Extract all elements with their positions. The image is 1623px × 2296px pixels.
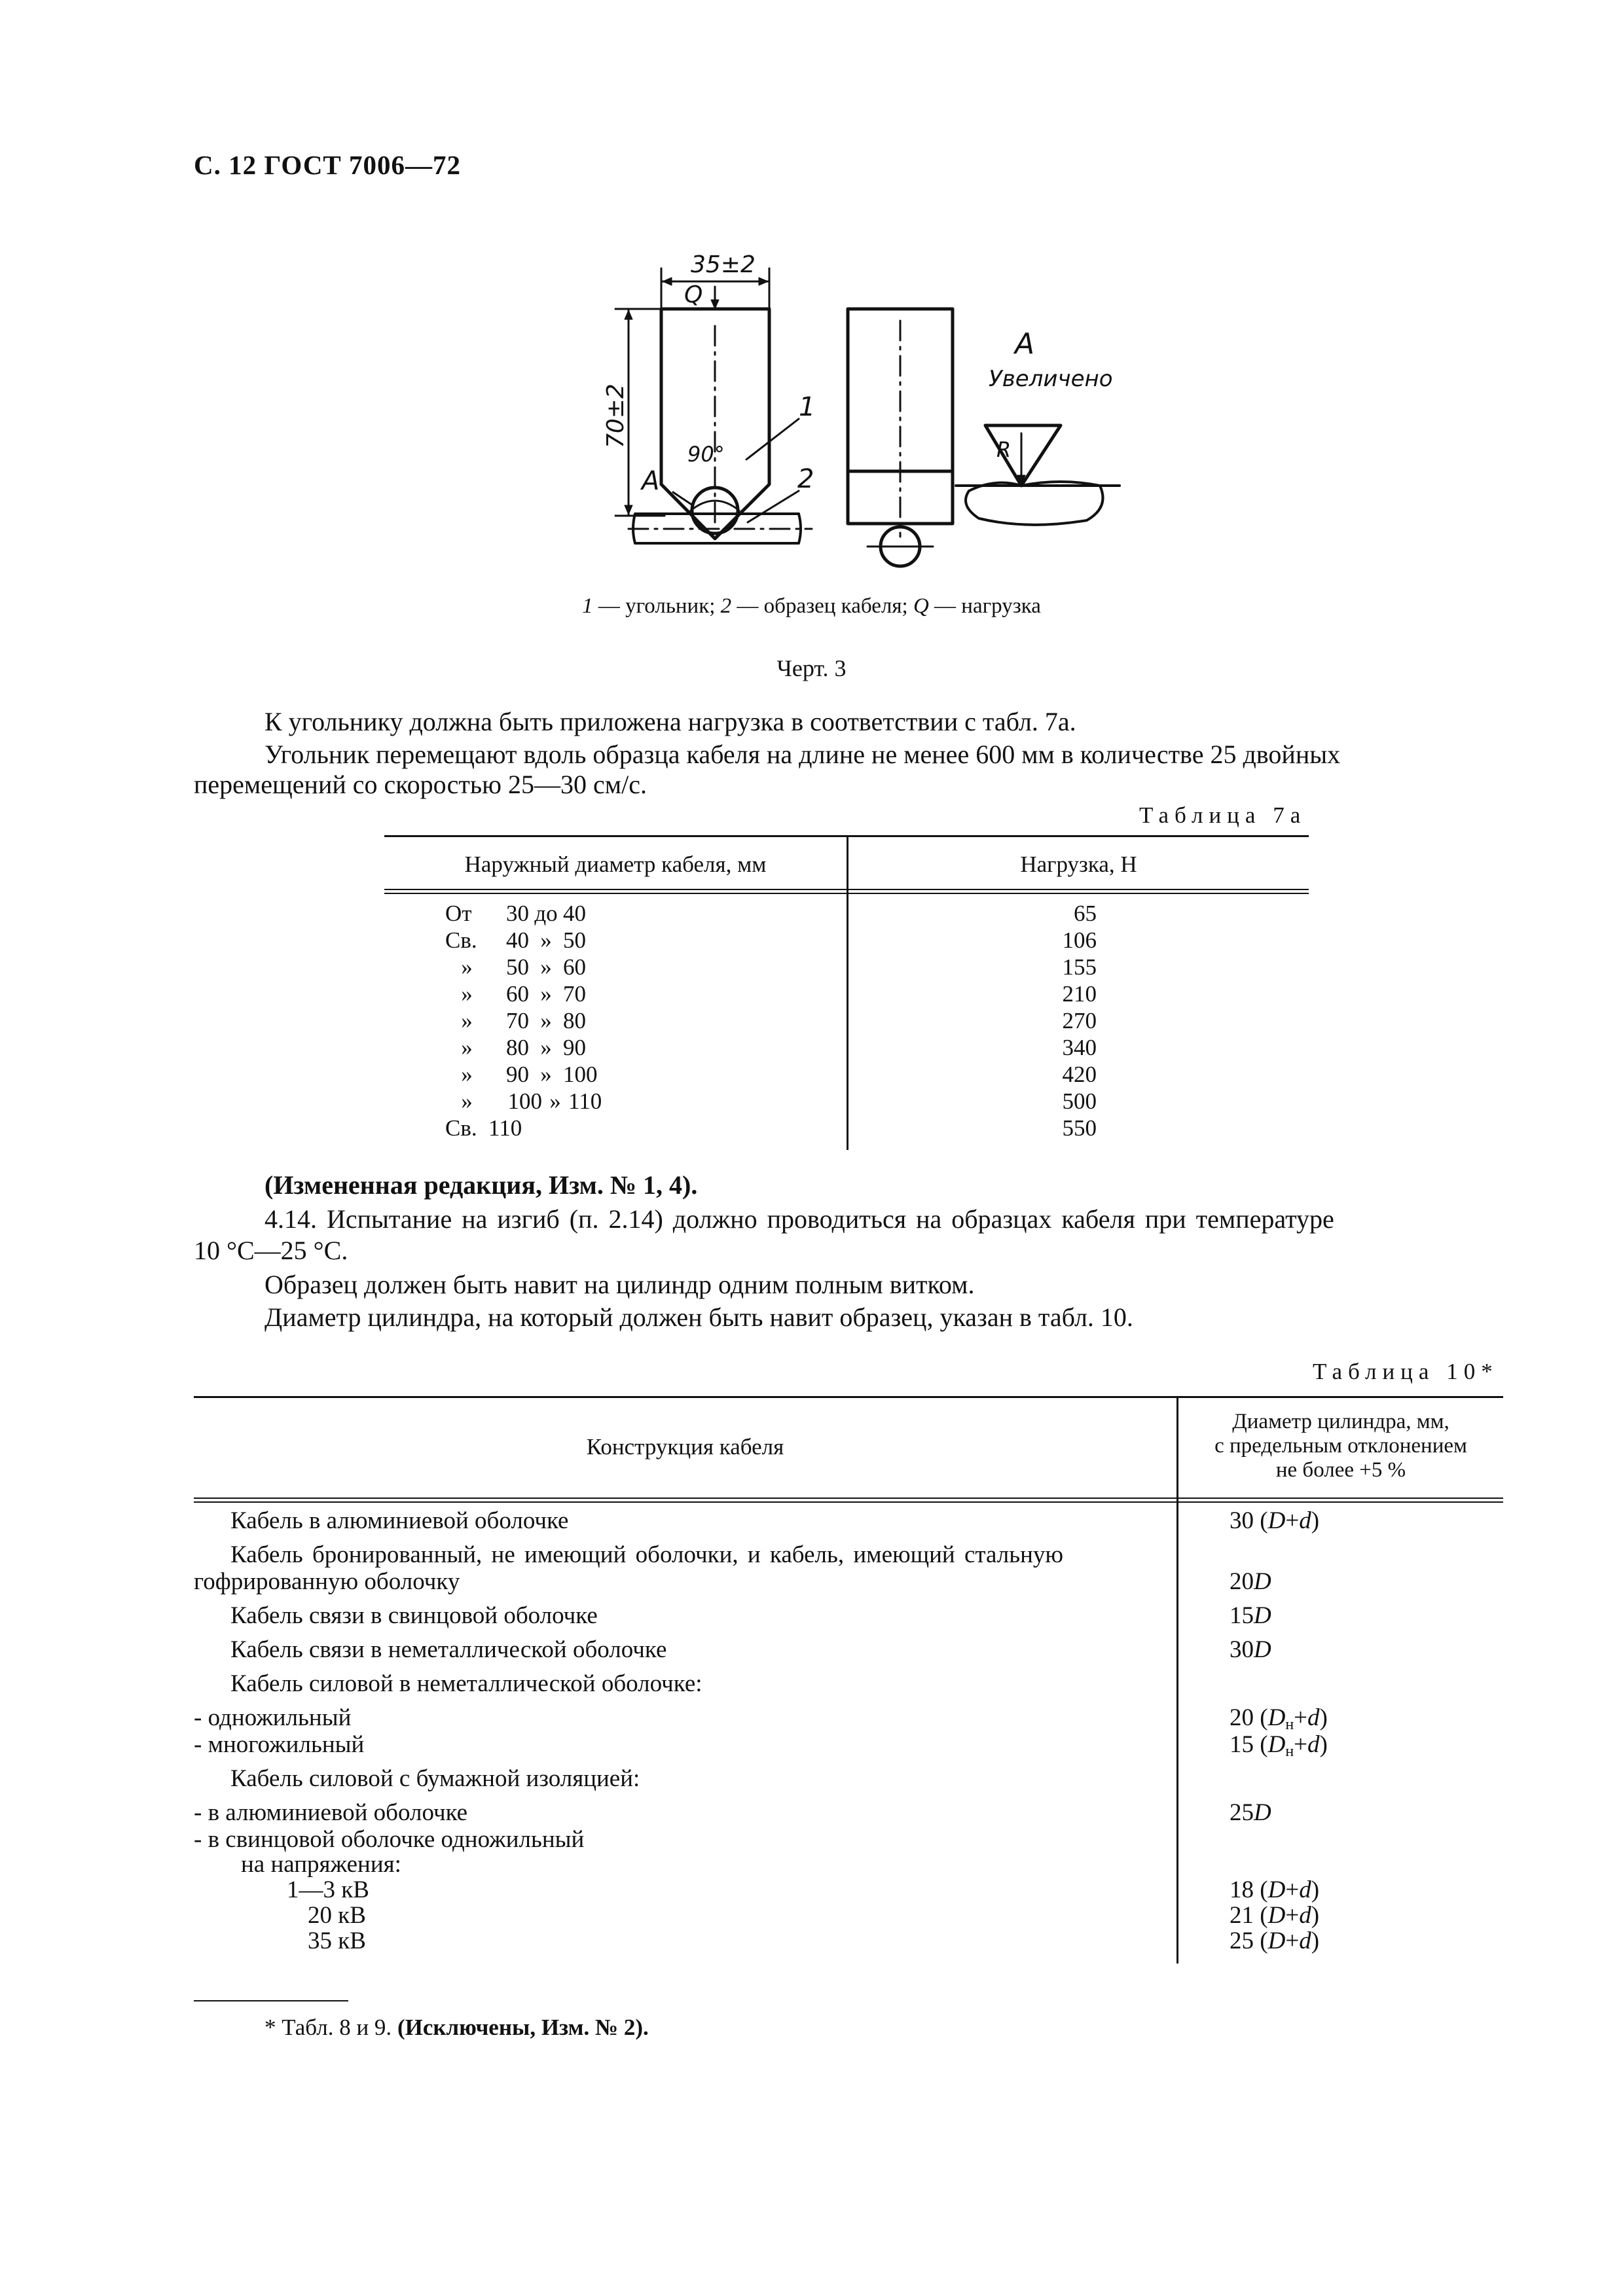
value-part: 25 xyxy=(1230,1799,1254,1826)
paragraph-bend-line2: 10 °С—25 °С. xyxy=(194,1236,348,1265)
row-to: 40 xyxy=(563,901,586,926)
table-row-label: Кабель силовой с бумажной изоляцией: xyxy=(230,1765,640,1792)
radius-label: R xyxy=(996,437,1012,462)
table-row-label: - одножильный xyxy=(194,1704,352,1731)
row-to: 50 xyxy=(563,927,586,953)
table-row-label: Кабель связи в свинцовой оболочке xyxy=(230,1602,598,1629)
row-sep: » xyxy=(540,1035,552,1060)
table-row-label: 35 кВ xyxy=(308,1928,366,1954)
part-2-label: 2 xyxy=(797,464,814,494)
row-from: 80 xyxy=(506,1035,529,1060)
table-row-value xyxy=(1230,1731,1328,1766)
row-sep: » xyxy=(540,1062,552,1087)
table10-header-rule-double xyxy=(194,1501,1503,1503)
value-part: ) xyxy=(1311,1876,1320,1903)
value-part: d xyxy=(1299,1507,1311,1534)
paragraph-load: К угольнику должна быть приложена нагрузка в соответствии с табл. 7а. xyxy=(264,707,1076,736)
value-part: 21 ( xyxy=(1230,1902,1268,1929)
row-prefix: » xyxy=(461,1088,473,1114)
caption-text-2: — образец кабеля; xyxy=(731,594,913,618)
value-part: D xyxy=(1267,1704,1286,1731)
table-row xyxy=(445,927,606,954)
dim-top-label: 35±2 xyxy=(691,251,756,278)
load-q-label: Q xyxy=(684,281,703,308)
detail-a-title: A xyxy=(1015,327,1035,361)
value-part: D xyxy=(1254,1636,1271,1663)
table-row-value xyxy=(1230,1799,1271,1827)
table-row xyxy=(445,954,606,981)
table-row xyxy=(445,980,606,1008)
value-part: + xyxy=(1285,1876,1300,1903)
value-part: + xyxy=(1285,1928,1300,1954)
footnote-rule xyxy=(194,2000,348,2001)
caption-text-3: — нагрузка xyxy=(928,594,1041,618)
table7a-value: 210 xyxy=(1062,981,1097,1007)
table-row-label: - в свинцовой оболочке одножильный xyxy=(194,1826,585,1853)
table7a-header-load: Нагрузка, Н xyxy=(1020,852,1137,877)
caption-q: Q xyxy=(913,594,929,618)
value-part: D xyxy=(1267,1507,1286,1534)
value-part: d xyxy=(1299,1928,1311,1954)
table-row-label: 20 кВ xyxy=(308,1902,366,1929)
table7a-value: 550 xyxy=(1062,1115,1097,1141)
table7a-value: 420 xyxy=(1062,1062,1097,1087)
row-prefix: » xyxy=(461,1062,473,1087)
row-from: 100 xyxy=(507,1088,542,1114)
value-part: d xyxy=(1299,1902,1311,1929)
value-part: + xyxy=(1294,1704,1308,1731)
footnote-text: * Табл. 8 и 9. xyxy=(264,2015,397,2040)
value-part: ) xyxy=(1311,1928,1320,1954)
footnote-amendment: (Исключены, Изм. № 2). xyxy=(397,2015,649,2040)
table10-column-divider xyxy=(1176,1398,1178,1964)
value-part: D xyxy=(1267,1902,1286,1929)
value-subscript: н xyxy=(1285,1716,1294,1733)
value-part: + xyxy=(1285,1902,1300,1929)
value-part: ) xyxy=(1319,1731,1328,1758)
value-part: + xyxy=(1285,1507,1300,1534)
value-part: ) xyxy=(1319,1704,1328,1731)
table7a-header-rule-double xyxy=(384,893,1309,894)
value-part: 18 ( xyxy=(1230,1876,1268,1903)
table-row-value xyxy=(1230,1928,1319,1955)
table-row-label: - в алюминиевой оболочке xyxy=(194,1799,468,1826)
value-part: 30 ( xyxy=(1230,1507,1268,1534)
row-sep: до xyxy=(534,901,558,926)
table-row-label: Кабель в алюминиевой оболочке xyxy=(230,1507,569,1534)
table10-header-construction: Конструкция кабеля xyxy=(586,1434,784,1460)
row-from: 110 xyxy=(488,1115,522,1141)
table-row-label-cont: гофрированную оболочку xyxy=(194,1568,460,1595)
table-row-label: Кабель связи в неметаллической оболочке xyxy=(230,1636,667,1663)
row-sep: » xyxy=(540,1008,552,1033)
row-to: 60 xyxy=(563,954,586,980)
row-prefix: Св. xyxy=(445,927,477,953)
header-line-2: с предельным отклонением xyxy=(1214,1434,1467,1458)
value-part: ) xyxy=(1311,1507,1320,1534)
table-row xyxy=(445,900,606,927)
paragraph-winding: Образец должен быть навит на цилиндр одним полным витком. xyxy=(264,1270,975,1299)
table-row xyxy=(445,1115,529,1142)
table-row-value xyxy=(1230,1876,1319,1904)
value-part: D xyxy=(1254,1602,1271,1629)
row-prefix: » xyxy=(461,981,473,1007)
amendment-note: (Измененная редакция, Изм. № 1, 4). xyxy=(264,1170,698,1200)
value-part: D xyxy=(1267,1731,1286,1758)
table-row xyxy=(445,1088,611,1115)
row-prefix: » xyxy=(461,1035,473,1060)
figure-title: Черт. 3 xyxy=(776,655,847,681)
row-prefix: Св. xyxy=(445,1115,477,1141)
value-part: 20 xyxy=(1230,1568,1254,1595)
row-sep: » xyxy=(540,927,552,953)
dim-left-label: 70±2 xyxy=(602,384,629,448)
table-row-label: Кабель силовой в неметаллической оболочке: xyxy=(230,1670,702,1697)
detail-a-marker: A xyxy=(642,466,660,496)
row-prefix: » xyxy=(461,1008,473,1033)
table7a-caption: Таблица 7а xyxy=(1139,802,1307,828)
value-part: 20 ( xyxy=(1230,1704,1268,1731)
header-line-1: Диаметр цилиндра, мм, xyxy=(1232,1410,1450,1433)
table-row-value xyxy=(1230,1902,1319,1929)
value-part: 30 xyxy=(1230,1636,1254,1663)
row-sep: » xyxy=(540,981,552,1007)
row-prefix: » xyxy=(461,954,473,980)
value-part: ) xyxy=(1311,1902,1320,1929)
row-from: 60 xyxy=(506,981,529,1007)
row-sep: » xyxy=(540,954,552,980)
table10-caption: Таблица 10* xyxy=(1313,1359,1499,1384)
table7a-header-rule xyxy=(384,889,1309,890)
row-to: 80 xyxy=(563,1008,586,1033)
caption-num-1: 1 xyxy=(582,594,593,618)
row-prefix: От xyxy=(445,901,472,926)
table7a-value: 106 xyxy=(1062,927,1097,953)
table-row-label-cont: на напряжения: xyxy=(241,1851,401,1878)
caption-num-2: 2 xyxy=(720,594,732,618)
row-to: 90 xyxy=(563,1035,586,1060)
table7a-value: 500 xyxy=(1062,1088,1097,1114)
angle-label: 90° xyxy=(687,442,725,467)
figure-drawing xyxy=(602,249,1139,576)
row-to: 100 xyxy=(563,1062,598,1087)
row-from: 40 xyxy=(506,927,529,953)
value-part: 15 ( xyxy=(1230,1731,1268,1758)
table7a-column-divider xyxy=(847,837,848,1150)
table10-header-rule xyxy=(194,1498,1503,1499)
table10-header-diameter xyxy=(1178,1410,1503,1482)
row-to: 70 xyxy=(563,981,586,1007)
value-part: d xyxy=(1307,1731,1320,1758)
table7a-value: 340 xyxy=(1062,1035,1097,1060)
row-from: 90 xyxy=(506,1062,529,1087)
value-part: d xyxy=(1299,1876,1311,1903)
row-from: 70 xyxy=(506,1008,529,1033)
value-part: D xyxy=(1267,1928,1286,1954)
value-part: D xyxy=(1267,1876,1286,1903)
value-part: + xyxy=(1294,1731,1308,1758)
table7a-value: 65 xyxy=(1074,901,1097,926)
table-row-value xyxy=(1230,1507,1319,1535)
paragraph-diameter: Диаметр цилиндра, на который должен быть навит образец, указан в табл. 10. xyxy=(264,1302,1133,1332)
value-part: D xyxy=(1254,1799,1271,1826)
row-from: 30 xyxy=(506,901,529,926)
part-1-label: 1 xyxy=(799,392,816,422)
header-line-3: не более +5 % xyxy=(1275,1458,1406,1482)
table7a-value: 155 xyxy=(1062,954,1097,980)
figure-caption xyxy=(0,594,1623,619)
value-subscript: н xyxy=(1285,1743,1294,1760)
paragraph-move-line2: перемещений со скоростью 25—30 см/с. xyxy=(194,770,647,799)
row-to: 110 xyxy=(568,1088,602,1114)
table10-top-rule xyxy=(194,1396,1503,1398)
table-row-value xyxy=(1230,1636,1271,1664)
page-header: С. 12 ГОСТ 7006—72 xyxy=(194,150,462,180)
footnote xyxy=(264,2015,649,2041)
value-part: D xyxy=(1254,1568,1271,1595)
table-row xyxy=(445,1007,606,1035)
value-part: d xyxy=(1307,1704,1320,1731)
row-sep: » xyxy=(549,1088,561,1114)
table-row-value xyxy=(1230,1568,1271,1596)
caption-text-1: — угольник; xyxy=(593,594,721,618)
value-part: 15 xyxy=(1230,1602,1254,1629)
table7a-header-diameter: Наружный диаметр кабеля, мм xyxy=(464,852,767,877)
enlarged-label: Увеличено xyxy=(989,366,1113,392)
row-from: 50 xyxy=(506,954,529,980)
table-row-label: - многожильный xyxy=(194,1731,365,1758)
table-row xyxy=(445,1034,606,1062)
table-row-label: 1—3 кВ xyxy=(287,1876,369,1903)
paragraph-move-line1: Угольник перемещают вдоль образца кабеля на длине не менее 600 мм в количестве 25 двойных xyxy=(264,740,1341,769)
paragraph-bend-line1: 4.14. Испытание на изгиб (п. 2.14) должно проводиться на образцах кабеля при температуре xyxy=(264,1204,1334,1234)
table-row xyxy=(445,1061,606,1088)
table-row-value xyxy=(1230,1602,1271,1630)
table-row-label: Кабель бронированный, не имеющий оболочки, и кабель, имеющий стальную xyxy=(230,1541,1064,1568)
value-part: 25 ( xyxy=(1230,1928,1268,1954)
table7a-value: 270 xyxy=(1062,1008,1097,1033)
